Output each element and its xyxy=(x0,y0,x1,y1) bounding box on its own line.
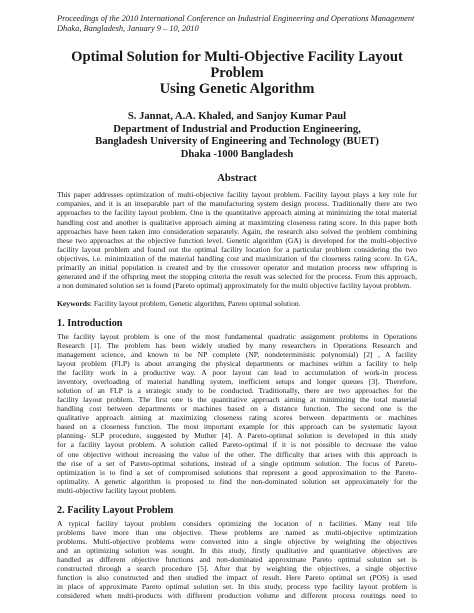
abstract-heading: Abstract xyxy=(217,173,257,185)
body-line: multi-objective facility layout problem. xyxy=(57,485,177,495)
body-line: planning- SLP procedure, suggested by Muther [4]. A Pareto-optimal solution is developed in this study xyxy=(57,431,417,441)
body-line: facility layout problem. The first one is the quantitative approach aiming at minimizing the total material xyxy=(57,395,417,405)
body-line: inventory, overloading of material handling system, inefficient setups and longer queues [3]. Therefore, xyxy=(57,377,417,387)
body-line: qualitative approach aiming at maximizing closeness rating scores between departments or machines xyxy=(57,413,417,423)
abstract-line: generated and if the offspring meet the stopping criteria the result was selected for the process. From this approach, xyxy=(57,271,417,281)
title-line-2: Using Genetic Algorithm xyxy=(159,81,315,97)
author-names: S. Jannat, A.A. Khaled, and Sanjoy Kumar Paul xyxy=(127,111,347,122)
paper-title xyxy=(57,49,417,97)
running-head-line-1: Proceedings of the 2010 International Conference on Industrial Engineering and Operations Management xyxy=(57,14,415,23)
body-line: The facility layout problem is one of the most fundamental quadratic assignment problems in Operations xyxy=(57,331,417,341)
body-line: problems. Multi-objective problems were converted into a single objective by weighting the objectives xyxy=(57,536,417,546)
section-1-body xyxy=(57,332,417,495)
body-line: and an optimizing solution was sought. In this study, firstly qualitative and quantitative objectives are xyxy=(57,545,417,555)
body-line: in place of approximate Pareto optimal solution set. In this study, process type facility layout problem is xyxy=(57,582,417,592)
abstract-line: companies, and it is an inseparable part of the manufacturing system design process. Traditionally there are two xyxy=(57,199,417,209)
abstract-body xyxy=(57,190,417,290)
abstract-line: primarily an initial population is created and by the crossover operator and mutation process new offspring is xyxy=(57,262,417,272)
section-2-heading: 2. Facility Layout Problem xyxy=(57,504,174,516)
abstract-line: facility layout problem and found out the optimal facility location for a particular problem considering the two xyxy=(57,244,417,254)
body-line: based on a closeness function. The most important example for this approach can be systematic layout xyxy=(57,422,417,432)
running-head xyxy=(57,14,417,34)
section-2-body xyxy=(57,519,417,600)
body-line: A typical facility layout problem considers optimizing the location of n facilities. Many real life xyxy=(57,518,417,528)
abstract-line: This paper addresses optimization of multi-objective facility layout problem. Facility layout plays a key role for xyxy=(57,190,417,200)
abstract-line: approaches have been taken into consideration separately. Again, the research also solved the problem combining xyxy=(57,226,417,236)
author-university: Bangladesh University of Engineering and Technology (BUET) xyxy=(95,136,379,148)
body-line: considered when multi-products with different production volume and different process routings need to xyxy=(57,591,417,601)
author-city: Dhaka -1000 Bangladesh xyxy=(180,148,294,160)
abstract-line: approaches to the facility layout problem. One is the quantitative approach aiming at minimizing the total material xyxy=(57,208,417,218)
author-block xyxy=(57,111,417,161)
body-line: constructed through a search procedure [5]. After that by weighting the objectives, a single objective xyxy=(57,563,417,573)
abstract-line: a non dominated solution set is found (Pareto optimal) approximately for the multi objective facility layout problem. xyxy=(57,280,412,290)
abstract-line: these two approaches at the objective function level. Genetic algorithm (GA) is developed for the multi-objective xyxy=(57,235,417,245)
body-line: problems have more than one objective. These problems are named as multi-objective optimization xyxy=(57,527,417,537)
abstract-line: handling cost and another is qualitative approach aiming at maximizing closeness rating score. In this paper both xyxy=(57,217,417,227)
body-line: the rise of a set of Pareto-optimal solutions, instead of a single optimum solution. The focus of Pareto- xyxy=(57,458,417,468)
body-line: management science, and known to be NP complete (NP, nondeterministic polynomial) [2] , A facility xyxy=(57,349,417,359)
running-head-line-2: Dhaka, Bangladesh, January 9 – 10, 2010 xyxy=(57,24,199,33)
body-line: layout problem (FLP) is about arranging the physical departments or machines within a facility to help xyxy=(57,359,417,369)
keywords-text: : Facility layout problem, Genetic algorithm, Pareto optimal solution. xyxy=(89,298,301,308)
body-line: handled as different objective functions and non-dominated approximate Pareto optimal solution set is xyxy=(57,554,417,564)
body-line: solution of an FLP is a strategic study to be conducted. Traditionally, there are two approaches for the xyxy=(57,386,417,396)
keywords xyxy=(57,299,417,308)
body-line: of one objective without increasing the value of the other. The difficulty that arises with this approach is xyxy=(57,449,417,459)
body-line: function is also constructed and then studied the impact of result. Here Pareto optimal set (POS) is used xyxy=(57,573,417,583)
section-1-heading: 1. Introduction xyxy=(57,317,123,329)
abstract-line: objectives, i.e. minimization of the material handling cost and maximization of the closeness rating score. In GA, xyxy=(57,253,417,263)
body-line: handling cost between departments or machines based on a distance function. The second one is the xyxy=(57,404,417,414)
body-line: the facility work in a productive way. A poor layout can lead to accumulation of work-in process xyxy=(57,368,417,378)
title-line-1: Optimal Solution for Multi-Objective Facility Layout Problem xyxy=(71,49,403,81)
body-line: Research [1]. The problem has been widely studied by many researchers in Operations Research and xyxy=(57,340,417,350)
body-line: for a facility layout problem. A solution called Pareto-optimal if it is not possible to decrease the value xyxy=(57,440,417,450)
author-department: Department of Industrial and Production Engineering, xyxy=(113,123,361,135)
body-line: optimality. A genetic algorithm is proposed to find the non-dominated solution set approximately for the xyxy=(57,476,417,486)
keywords-label: Keywords xyxy=(57,298,90,308)
body-line: optimization is to find a set of compromised solutions that represent a good approximation to the Pareto- xyxy=(57,467,417,477)
